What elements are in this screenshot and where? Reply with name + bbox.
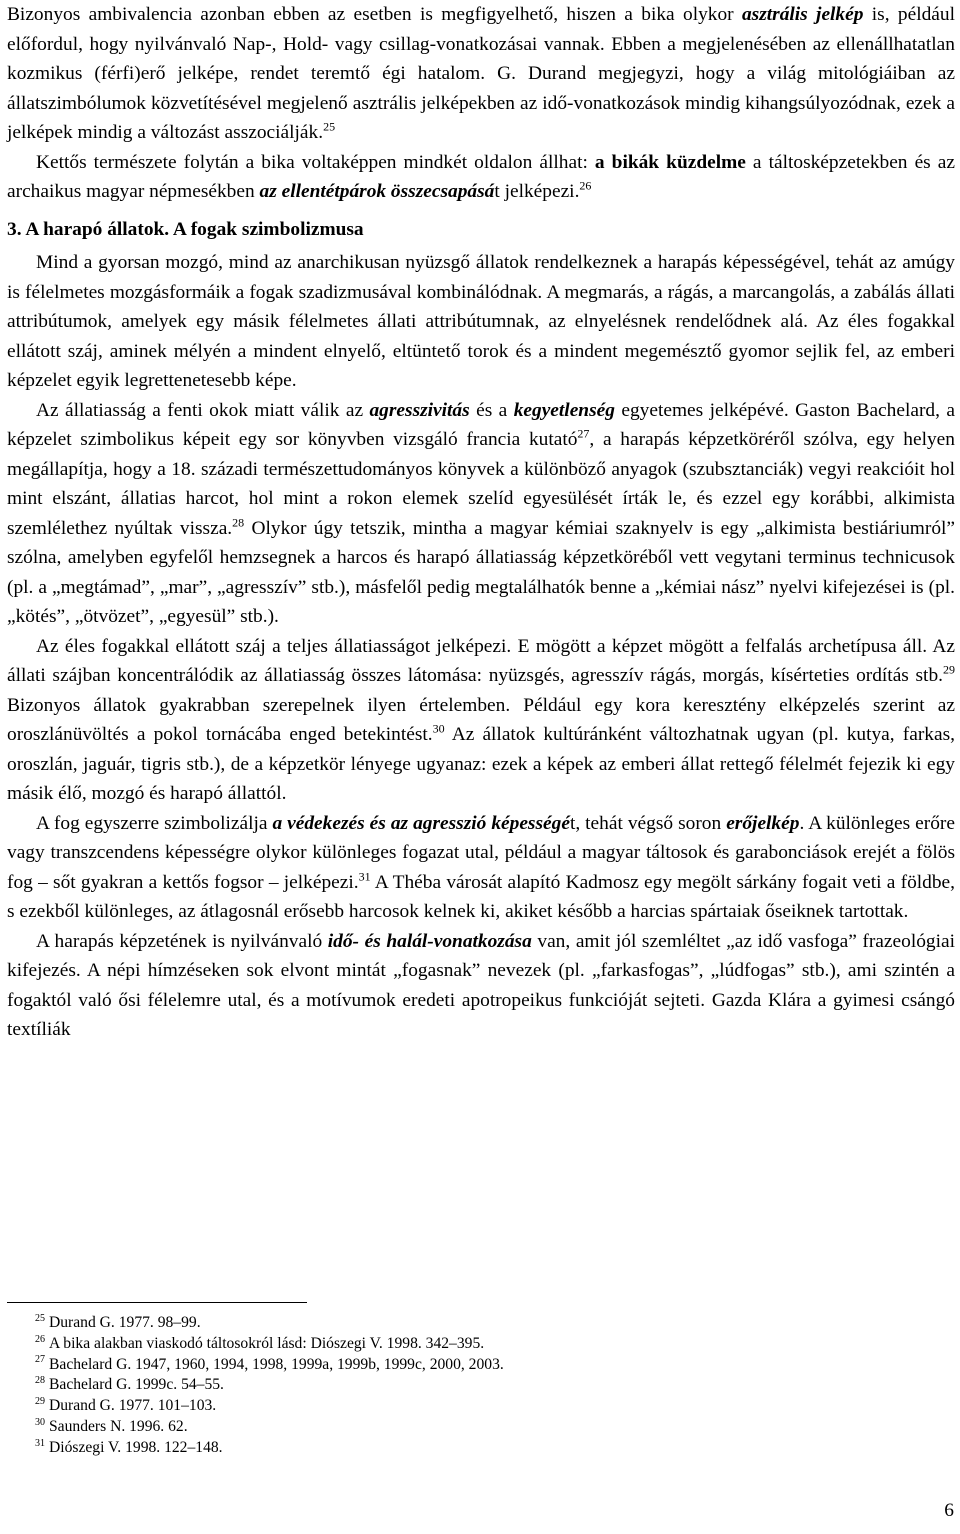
footnote-ref: 25 xyxy=(323,119,336,134)
footnote-number: 26 xyxy=(35,1333,45,1345)
emphasis-text: a védekezés és az agresszió képességé xyxy=(272,812,570,834)
paragraph xyxy=(7,632,955,809)
footnote-number: 28 xyxy=(35,1375,45,1387)
footnote-ref: 31 xyxy=(358,869,371,884)
footnote-text: Bachelard G. 1999c. 54–55. xyxy=(49,1376,224,1394)
footnote-item xyxy=(35,1334,935,1355)
section-paragraphs xyxy=(7,248,955,1045)
footnote-text: Diószegi V. 1998. 122–148. xyxy=(49,1438,223,1456)
emphasis-text: kegyetlenség xyxy=(513,399,615,421)
page-number: 6 xyxy=(944,1500,954,1521)
footnote-text: Durand G. 1977. 101–103. xyxy=(49,1397,217,1415)
paragraph-text: t jelképezi. xyxy=(494,181,580,202)
paragraph xyxy=(7,927,955,1045)
paragraph xyxy=(7,396,955,632)
paragraph-text: Az állatiasság a fenti okok miatt válik az xyxy=(36,399,370,421)
footnote-number: 27 xyxy=(35,1354,45,1366)
paragraph-text: Az éles fogakkal ellátott száj a teljes állatiasságot jelképezi. E mögött a képzet mögött a felfalás archetípusa áll. Az állati szájban koncentrálódik az állatiasság összes látomása: nyüzsgés, agresszív rágás, morgás, kísérteties ordítás stb. xyxy=(7,635,955,686)
paragraph-text: A fog egyszerre szimbolizálja xyxy=(36,812,273,834)
footnote-number: 25 xyxy=(35,1312,45,1324)
paragraph xyxy=(7,0,955,148)
footnote-item xyxy=(35,1438,935,1459)
footnote-text: A bika alakban viaskodó táltosokról lásd: Diószegi V. 1998. 342–395. xyxy=(49,1334,485,1352)
footnote-text: Saunders N. 1996. 62. xyxy=(49,1417,188,1435)
paragraph-text: Olykor úgy tetszik, mintha a magyar kémiai szaknyelv is egy „alkimista bestiáriumról” szólna, amelyben egyfelől hemzsegnek a harcos és harapó állatiasság képzetköréből vett vegytani terminus technicusok (pl. a „megtámad”, „mar”, „agresszív” stb.), másfelől pedig megtalálhatók benne a „kémiai nász” nyelvi kifejezései is (pl. „kötés”, „ötvözet”, „egyesül” stb.). xyxy=(7,517,956,627)
paragraph-text: Kettős természete folytán a bika voltaképpen mindkét oldalon állhat: xyxy=(36,151,595,173)
footnote-ref: 26 xyxy=(579,178,592,193)
footnotes xyxy=(35,1313,935,1459)
paragraph xyxy=(7,148,955,207)
emphasis-text: asztrális jelkép xyxy=(741,4,864,25)
emphasis-text: erőjelkép xyxy=(726,812,800,834)
paragraph-text: t, tehát végső soron xyxy=(569,812,727,834)
paragraph-text: a táltosképzetekben és az archaikus magyar népmesékben xyxy=(7,151,955,202)
page-body xyxy=(7,0,955,1045)
emphasis-text: az ellentétpárok összecsapásá xyxy=(259,181,495,202)
paragraph xyxy=(7,248,955,396)
footnote-item xyxy=(35,1396,935,1417)
footnote-ref: 29 xyxy=(943,662,955,677)
footnote-separator xyxy=(7,1302,307,1303)
footnote-ref: 27 xyxy=(577,426,590,441)
paragraph-text: . A különleges erőre vagy transzcendens képességre olykor különleges fogazat utal, például a magyar táltosok és garabonciások erejét a fölös fog – sőt gyakran a kettős fogsor – jelképezi. xyxy=(7,812,955,893)
footnote-item xyxy=(35,1375,935,1396)
emphasis-text: idő- és halál-vonatkozása xyxy=(327,930,532,952)
footnote-item xyxy=(35,1355,935,1376)
paragraph-text: egyetemes jelképévé. Gaston Bachelard, a képzelet szimbolikus képeit egy sor könyvben vizsgáló francia kutató xyxy=(7,399,955,450)
paragraph-text: Bizonyos ambivalencia azonban ebben az esetben is megfigyelhető, hiszen a bika olykor xyxy=(7,4,742,25)
emphasis-text: a bikák küzdelme xyxy=(594,151,746,173)
paragraph-text: is, például előfordul, hogy nyilvánvaló Nap-, Hold- vagy csillag-vonatkozásai vannak. Ebben a megjelenésében az ellenállhatatlan kozmikus (férfi)erő jelképe, rendet teremtő égi hatalom. G. Durand megjegyzi, hogy a világ mitológiáiban az állatszimbólumok közvetítésével megjelenő asztrális jelképekben az idő-vonatkozások mindig kihangsúlyozódnak, ezek a jelképek mindig a változást asszociálják. xyxy=(7,4,955,143)
paragraph-text: Bizonyos állatok gyakrabban szerepelnek ilyen értelemben. Például egy kora keresztény elképzelés szerint az oroszlánüvöltés a pokol tornácába enged betekintést. xyxy=(7,694,955,745)
footnote-text: Bachelard G. 1947, 1960, 1994, 1998, 1999a, 1999b, 1999c, 2000, 2003. xyxy=(49,1355,504,1373)
footnote-item xyxy=(35,1313,935,1334)
paragraph-text: Az állatok kultúránként változhatnak ugyan (pl. kutya, farkas, oroszlán, jaguár, tigris stb.), de a képzetkör lényege ugyanaz: ezek a képek az emberi állat rettegő félelmét fejezik ki egy másik élő, mozgó és harapó állattól. xyxy=(7,724,955,804)
paragraph-text: A Théba városát alapító Kadmosz egy megölt sárkány fogait veti a földbe, s ezekből különleges, az átlagosnál erősebb harcosok kelnek ki, akiket később a harcias spártaiak őseiknek tartottak. xyxy=(7,871,955,922)
footnote-item xyxy=(35,1417,935,1438)
paragraph-text: Mind a gyorsan mozgó, mind az anarchikusan nyüzsgő állatok rendelkeznek a harapás képességével, tehát az amúgy is félelmetes mozgásformáik a fogak szadizmusával kombinálódnak. A megmarás, a rágás, a marcangolás, a zabálás állati attribútumok, amelyek egy másik félelmetes állati attribútumnak, az elnyelésnek rendelődnek alá. Az éles fogakkal ellátott száj, aminek mélyén a mindent elnyelő, eltüntető torok és a mindent megemésztő gyomor sejlik fel, az emberi képzelet egyik legrettenetesebb képe. xyxy=(7,252,955,391)
footnote-text: Durand G. 1977. 98–99. xyxy=(49,1314,201,1331)
footnote-number: 30 xyxy=(35,1416,45,1428)
footnote-number: 31 xyxy=(35,1437,45,1449)
section-heading: 3. A harapó állatok. A fogak szimbolizmusa xyxy=(7,218,364,240)
paragraph-text: van, amit jól szemléltet „az idő vasfoga” frazeológiai kifejezés. A népi hímzéseken sok elvont mintát „fogasnak” nevezek (pl. „farkasfogas”, „lúdfogas” stb.), ami szintén a fogaktól való ősi félelemre utal, és a motívumok eredeti apotropeikus funkcióját sejteti. Gazda Klára a gyimesi csángó textíliák xyxy=(7,930,955,1040)
paragraph-text: és a xyxy=(469,399,514,421)
footnote-ref: 28 xyxy=(232,515,245,530)
paragraph-text: A harapás képzetének is nyilvánvaló xyxy=(36,930,328,952)
footnote-ref: 30 xyxy=(432,721,445,736)
footnote-number: 29 xyxy=(35,1396,45,1407)
paragraph-text: , a harapás képzetköréről szólva, egy helyen megállapítja, hogy a 18. századi természettudományos könyvek a különböző anyagok (szubsztanciák) vegyi reakcióit hol mint elszánt, állatias harcot, hol mint a rokon elemek szelíd egyesülését írták le, és ezzel egy korábbi, alkimista szemlélethez nyúltak vissza. xyxy=(7,429,955,539)
paragraph xyxy=(7,809,955,927)
intro-paragraphs xyxy=(7,0,955,207)
emphasis-text: agresszivitás xyxy=(369,399,470,421)
